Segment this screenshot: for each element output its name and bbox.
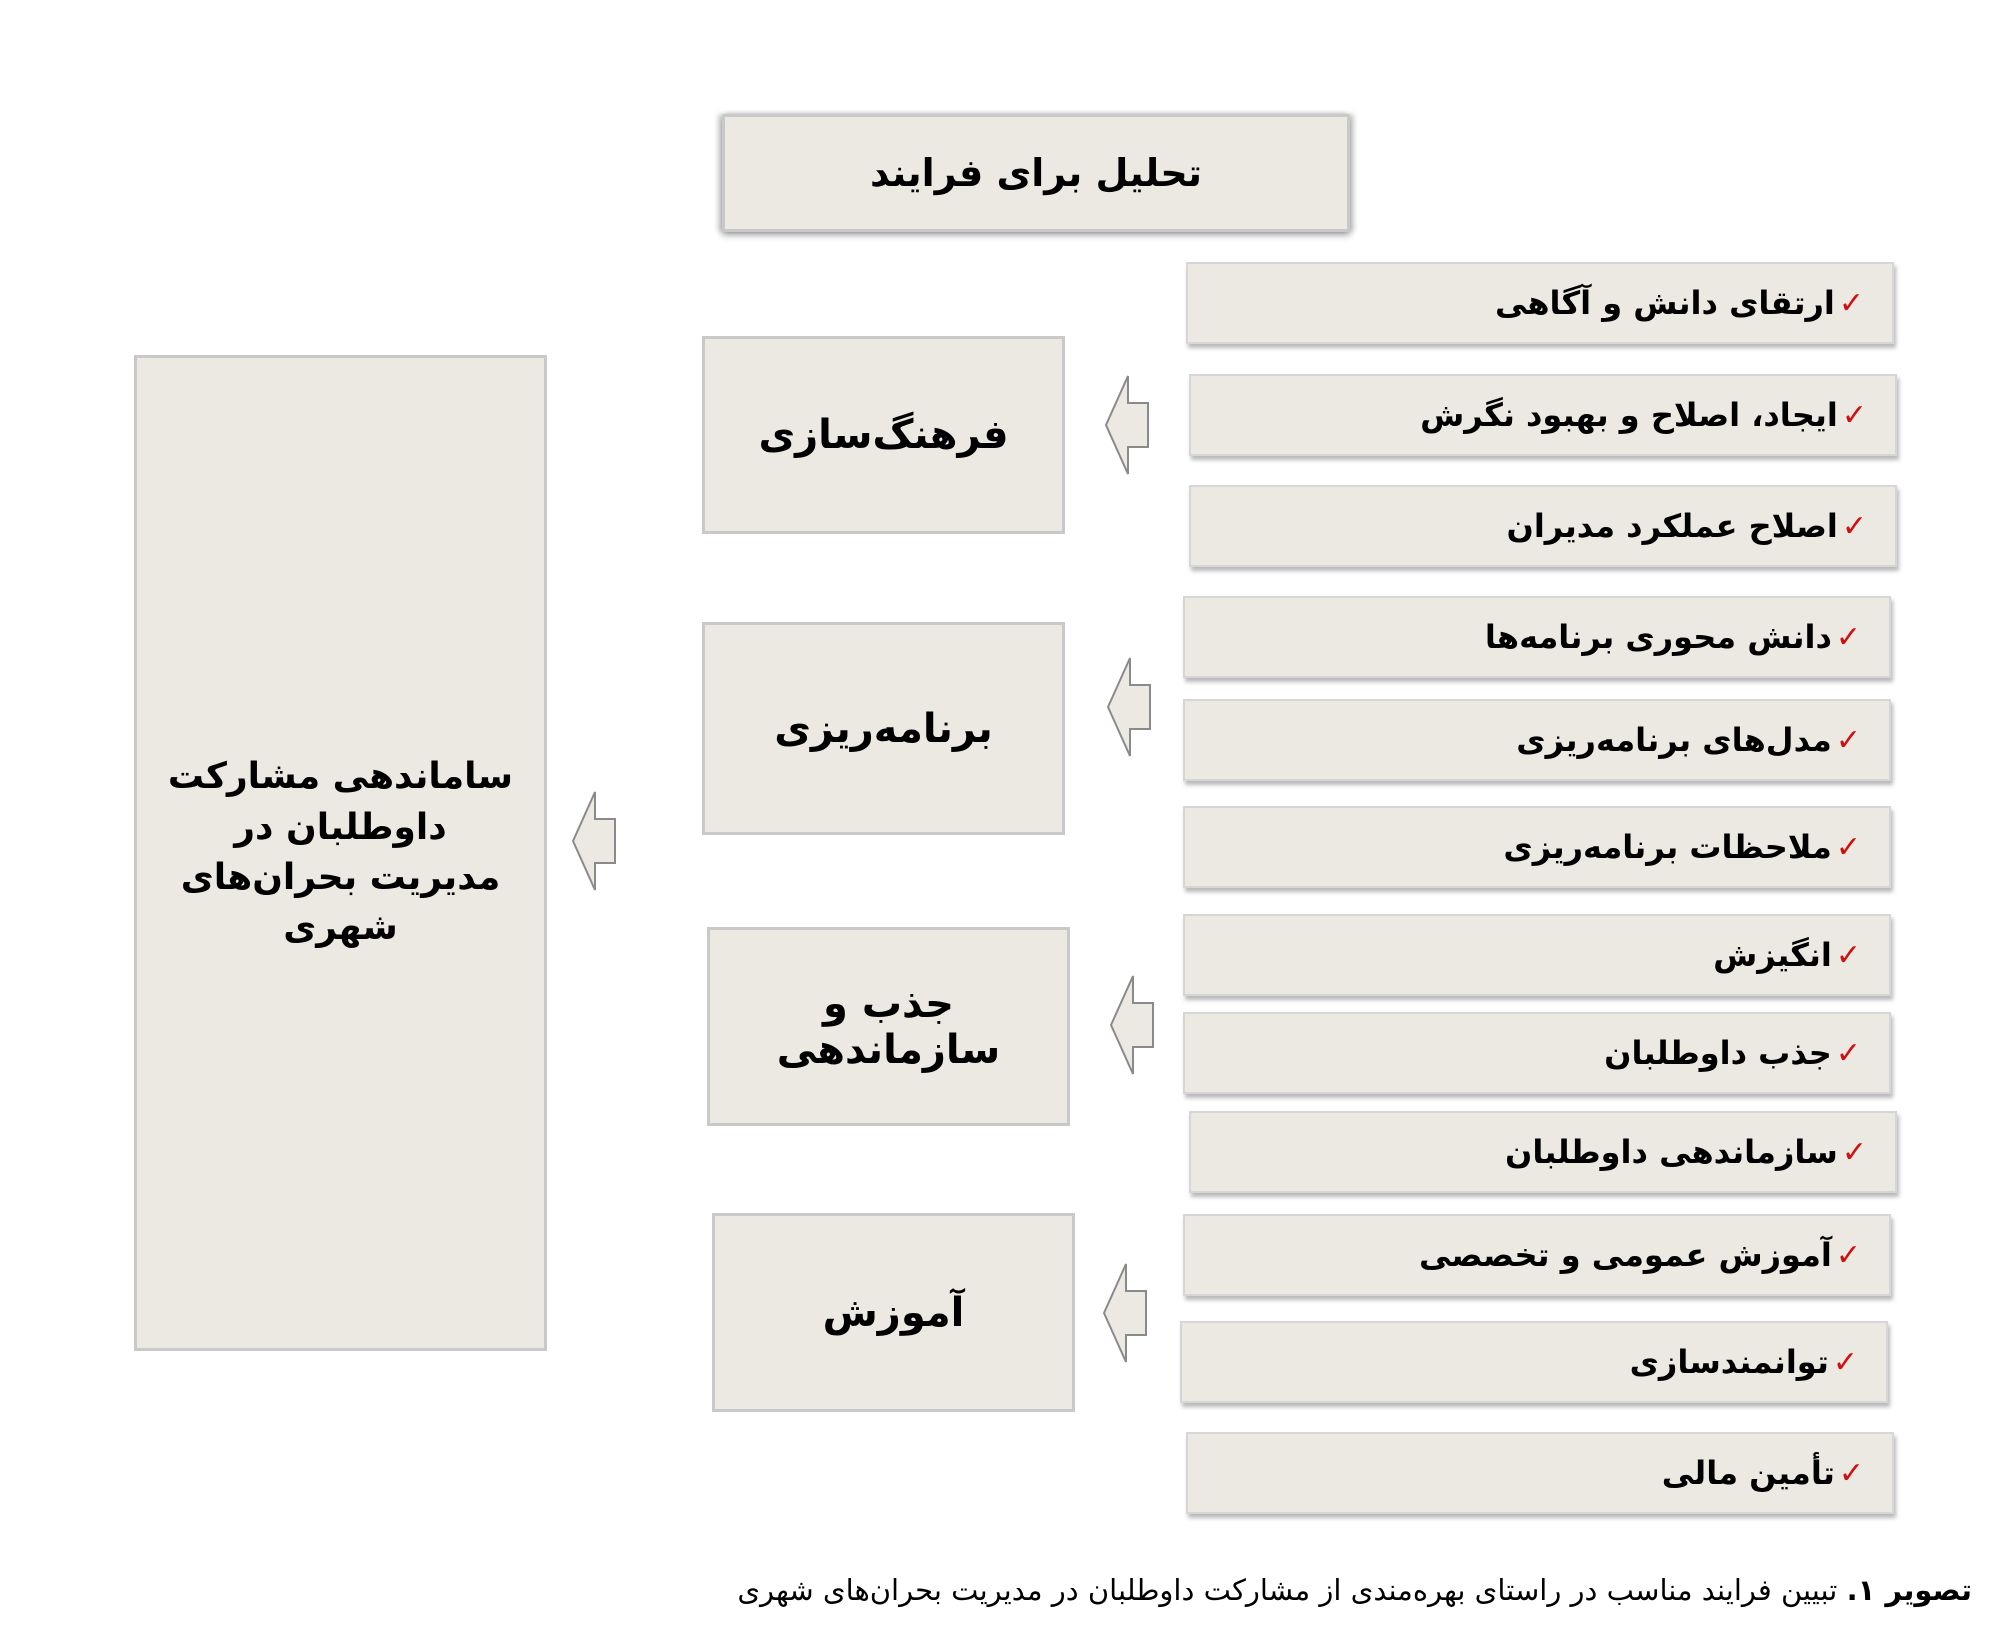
- category-box-recruitment: [707, 927, 1070, 1126]
- category-label: برنامه‌ریزی: [774, 705, 993, 752]
- check-mark-icon: ✓: [1841, 1134, 1867, 1170]
- item-box: [1183, 1012, 1891, 1094]
- item-box: [1189, 1111, 1897, 1193]
- check-mark-icon: ✓: [1835, 619, 1861, 655]
- arrow-left-icon: [1105, 655, 1153, 759]
- item-label: توانمندسازی: [1629, 1343, 1829, 1381]
- item-box: [1186, 1432, 1894, 1514]
- item-label: مدل‌های برنامه‌ریزی: [1516, 721, 1832, 759]
- arrow-left-icon: [1101, 1261, 1149, 1365]
- category-box-planning: [702, 622, 1065, 835]
- item-label: تأمین مالی: [1661, 1454, 1835, 1492]
- item-box: [1189, 485, 1897, 567]
- item-label: جذب داوطلبان: [1604, 1034, 1832, 1072]
- check-mark-icon: ✓: [1841, 508, 1867, 544]
- check-mark-icon: ✓: [1835, 829, 1861, 865]
- item-box: [1189, 374, 1897, 456]
- diagram-title: تحلیل برای فرایند: [869, 151, 1203, 195]
- caption-prefix: تصویر ۱.: [1846, 1573, 1972, 1607]
- diagram-title-box: [722, 114, 1350, 232]
- item-label: سازماندهی داوطلبان: [1505, 1133, 1838, 1171]
- arrow-left-icon: [1108, 973, 1156, 1077]
- category-label: جذب و سازماندهی: [776, 980, 1001, 1073]
- goal-box: [134, 355, 547, 1351]
- item-label: آموزش عمومی و تخصصی: [1419, 1236, 1832, 1274]
- check-mark-icon: ✓: [1835, 722, 1861, 758]
- item-label: اصلاح عملکرد مدیران: [1506, 507, 1838, 545]
- check-mark-icon: ✓: [1832, 1344, 1858, 1380]
- check-mark-icon: ✓: [1835, 937, 1861, 973]
- check-mark-icon: ✓: [1838, 1455, 1864, 1491]
- item-label: انگیزش: [1713, 936, 1832, 974]
- category-box-training: [712, 1213, 1075, 1412]
- arrow-left-icon: [570, 789, 618, 893]
- item-box: [1183, 1214, 1891, 1296]
- item-box: [1183, 914, 1891, 996]
- item-box: [1180, 1321, 1888, 1403]
- item-label: ارتقای دانش و آگاهی: [1494, 284, 1835, 322]
- item-box: [1186, 262, 1894, 344]
- arrow-left-icon: [1103, 373, 1151, 477]
- item-label: ملاحظات برنامه‌ریزی: [1503, 828, 1832, 866]
- category-box-culture: [702, 336, 1065, 534]
- item-label: ایجاد، اصلاح و بهبود نگرش: [1420, 396, 1838, 434]
- category-label: فرهنگ‌سازی: [758, 412, 1009, 458]
- caption-text: تبیین فرایند مناسب در راستای بهره‌مندی از مشارکت داوطلبان در مدیریت بحران‌های شهری: [737, 1573, 1847, 1607]
- check-mark-icon: ✓: [1835, 1237, 1861, 1273]
- item-box: [1183, 699, 1891, 781]
- item-label: دانش محوری برنامه‌ها: [1484, 618, 1832, 656]
- check-mark-icon: ✓: [1841, 397, 1867, 433]
- item-box: [1183, 596, 1891, 678]
- figure-caption: [72, 1573, 1972, 1607]
- check-mark-icon: ✓: [1835, 1035, 1861, 1071]
- goal-label: ساماندهی مشارکت داوطلبان در مدیریت بحران‌های شهری: [167, 756, 514, 949]
- item-box: [1183, 806, 1891, 888]
- check-mark-icon: ✓: [1838, 285, 1864, 321]
- category-label: آموزش: [822, 1289, 965, 1336]
